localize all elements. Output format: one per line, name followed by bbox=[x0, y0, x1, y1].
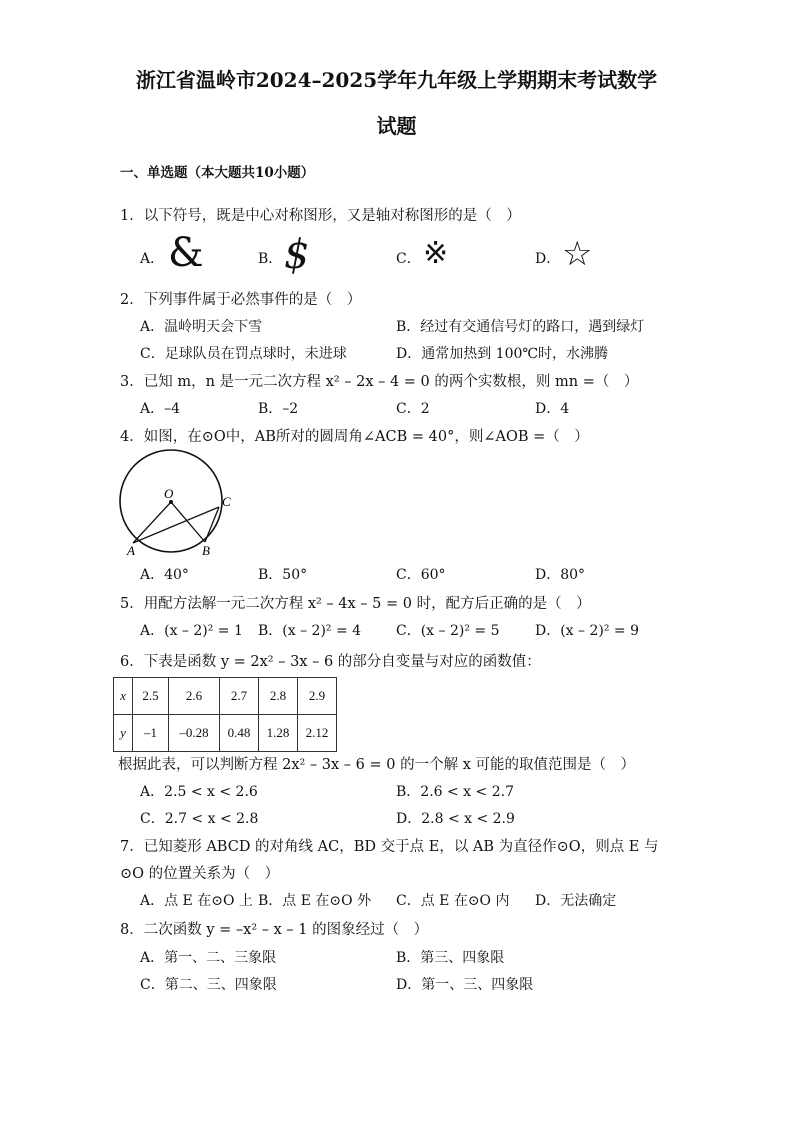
q7-option-c: C．点 E 在⊙O 内 bbox=[396, 893, 510, 909]
segment-ob bbox=[171, 502, 205, 542]
q7-option-d: D．无法确定 bbox=[535, 893, 617, 909]
value-table bbox=[113, 677, 337, 752]
q5-option-a: A．(x – 2)² = 1 bbox=[140, 623, 243, 639]
reference-mark-symbol: ※ bbox=[423, 236, 449, 271]
q4-option-c: C．60° bbox=[396, 567, 446, 583]
question-3-stem: 3．已知 m，n 是一元二次方程 x² – 2x – 4 = 0 的两个实数根，则 mn =（ ） bbox=[120, 374, 639, 390]
question-2-stem: 2．下列事件属于必然事件的是（ ） bbox=[120, 292, 362, 308]
label-c: C bbox=[222, 494, 231, 509]
q1-label-c: C． bbox=[396, 251, 421, 267]
question-6-stem-2: 根据此表，可以判断方程 2x² – 3x – 6 = 0 的一个解 x 可能的取值范围是（ ） bbox=[118, 757, 635, 773]
q2-option-c: C．足球队员在罚点球时，未进球 bbox=[140, 346, 347, 362]
table-row-x bbox=[114, 678, 337, 715]
q2-option-d: D．通常加热到 100℃时，水沸腾 bbox=[396, 346, 609, 362]
question-6-stem: 6．下表是函数 y = 2x² – 3x – 6 的部分自变量与对应的函数值： bbox=[120, 654, 541, 670]
q4-option-d: D．80° bbox=[535, 567, 586, 583]
q7-option-a: A．点 E 在⊙O 上 bbox=[140, 893, 253, 909]
q5-option-d: D．(x – 2)² = 9 bbox=[535, 623, 640, 639]
q4-option-a: A．40° bbox=[140, 567, 189, 583]
q2-option-a: A．温岭明天会下雪 bbox=[140, 319, 263, 335]
q7-option-b: B．点 E 在⊙O 外 bbox=[258, 893, 372, 909]
table-cell: –0.28 bbox=[169, 715, 220, 752]
q1-label-a: A． bbox=[140, 251, 165, 267]
table-cell: y bbox=[114, 715, 133, 752]
table-cell: 2.9 bbox=[298, 678, 337, 715]
q3-option-c: C．2 bbox=[396, 401, 430, 417]
q3-option-a: A．–4 bbox=[140, 401, 181, 417]
question-7-stem: 7．已知菱形 ABCD 的对角线 AC，BD 交于点 E，以 AB 为直径作⊙O，则点 E 与 bbox=[120, 839, 659, 855]
q6-option-b: B．2.6 < x < 2.7 bbox=[396, 784, 514, 800]
q1-label-b: B． bbox=[258, 251, 283, 267]
page-title-line2: 试题 bbox=[376, 114, 417, 138]
q5-option-c: C．(x – 2)² = 5 bbox=[396, 623, 500, 639]
q6-option-c: C．2.7 < x < 2.8 bbox=[140, 811, 259, 827]
star-symbol: ☆ bbox=[562, 234, 593, 274]
q8-option-d: D．第一、三、四象限 bbox=[396, 977, 534, 993]
table-cell: 2.5 bbox=[133, 678, 169, 715]
segment-oa bbox=[133, 502, 171, 543]
q3-option-d: D．4 bbox=[535, 401, 570, 417]
question-1-stem: 1．以下符号，既是中心对称图形，又是轴对称图形的是（ ） bbox=[120, 208, 521, 224]
table-cell: x bbox=[114, 678, 133, 715]
q8-option-b: B．第三、四象限 bbox=[396, 950, 505, 966]
question-5-stem: 5．用配方法解一元二次方程 x² – 4x – 5 = 0 时，配方后正确的是（ ） bbox=[120, 596, 591, 612]
table-row-y bbox=[114, 715, 337, 752]
circle-figure bbox=[118, 448, 238, 558]
q1-label-d: D． bbox=[535, 251, 561, 267]
table-cell: 2.7 bbox=[220, 678, 259, 715]
table-cell: 2.12 bbox=[298, 715, 337, 752]
question-8-stem: 8．二次函数 y = –x² – x – 1 的图象经过（ ） bbox=[120, 922, 429, 938]
q2-option-b: B．经过有交通信号灯的路口，遇到绿灯 bbox=[396, 319, 645, 335]
question-4-stem: 4．如图，在⊙O中，AB所对的圆周角∠ACB = 40°，则∠AOB =（ ） bbox=[120, 429, 589, 445]
q8-option-a: A．第一、二、三象限 bbox=[140, 950, 277, 966]
q6-option-d: D．2.8 < x < 2.9 bbox=[396, 811, 515, 827]
q4-option-b: B．50° bbox=[258, 567, 308, 583]
dollar-symbol: $ bbox=[284, 232, 310, 278]
table-cell: 2.6 bbox=[169, 678, 220, 715]
section-heading: 一、单选题（本大题共10小题） bbox=[120, 165, 315, 181]
table-cell: 1.28 bbox=[259, 715, 298, 752]
table-cell: 2.8 bbox=[259, 678, 298, 715]
label-a: A bbox=[127, 543, 135, 558]
table-cell: –1 bbox=[133, 715, 169, 752]
table-cell: 0.48 bbox=[220, 715, 259, 752]
label-b: B bbox=[202, 543, 210, 558]
q3-option-b: B．–2 bbox=[258, 401, 299, 417]
q8-option-c: C．第二、三、四象限 bbox=[140, 977, 277, 993]
label-o: O bbox=[164, 486, 174, 501]
question-7-stem-2: ⊙O 的位置关系为（ ） bbox=[120, 866, 280, 882]
ampersand-symbol: & bbox=[168, 230, 204, 276]
q5-option-b: B．(x – 2)² = 4 bbox=[258, 623, 362, 639]
page-title: 浙江省温岭市2024–2025学年九年级上学期期末考试数学 bbox=[135, 68, 658, 92]
q6-option-a: A．2.5 < x < 2.6 bbox=[140, 784, 258, 800]
